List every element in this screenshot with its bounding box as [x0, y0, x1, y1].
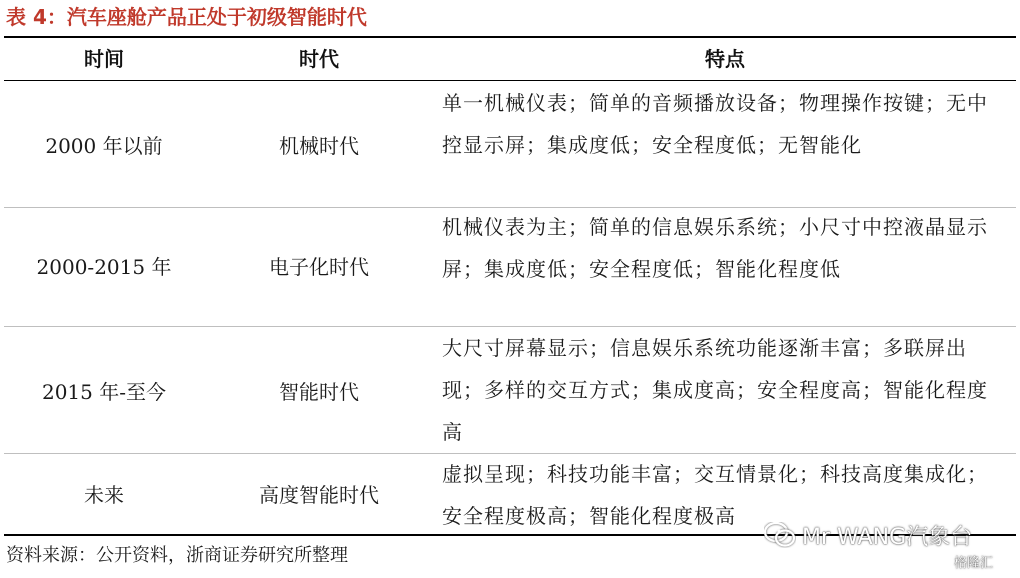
cell-features: 大尺寸屏幕显示；信息娱乐系统功能逐渐丰富；多联屏出现；多样的交互方式；集成度高；安全程度高；智能化程度高: [442, 336, 988, 444]
cell-time: 2000-2015 年: [36, 254, 172, 279]
table-header-rule: [4, 80, 1016, 81]
cell-features: 单一机械仪表；简单的音频播放设备；物理操作按键；无中控显示屏；集成度低；安全程度低；无智能化: [442, 91, 988, 157]
cell-era: 高度智能时代: [259, 482, 379, 507]
cell-time: 2015 年-至今: [41, 379, 166, 404]
wechat-icon: [764, 522, 796, 548]
watermark-sub: 格隆汇: [954, 556, 994, 571]
cell-time: 未来: [84, 482, 124, 507]
header-features: 特点: [705, 47, 745, 71]
watermark-text: Mr WANG汽象台: [802, 525, 973, 550]
header-era: 时代: [299, 47, 339, 71]
cell-era: 机械时代: [279, 133, 359, 158]
cell-features: 机械仪表为主；简单的信息娱乐系统；小尺寸中控液晶显示屏；集成度低；安全程度低；智能化程度低: [442, 215, 988, 281]
cell-era: 智能时代: [279, 379, 359, 404]
header-time: 时间: [84, 47, 124, 71]
table-row: [4, 82, 1016, 206]
source-note: 资料来源：公开资料，浙商证券研究所整理: [6, 545, 348, 566]
table-row: [4, 327, 1016, 453]
table-title: 表 4：汽车座舱产品正处于初级智能时代: [6, 5, 367, 29]
cell-features: 虚拟呈现；科技功能丰富；交互情景化；科技高度集成化；安全程度极高；智能化程度极高: [442, 462, 988, 528]
cell-era: 电子化时代: [269, 254, 369, 279]
cell-time: 2000 年以前: [45, 133, 163, 158]
table-row: [4, 206, 1016, 324]
watermark: [764, 516, 1016, 572]
